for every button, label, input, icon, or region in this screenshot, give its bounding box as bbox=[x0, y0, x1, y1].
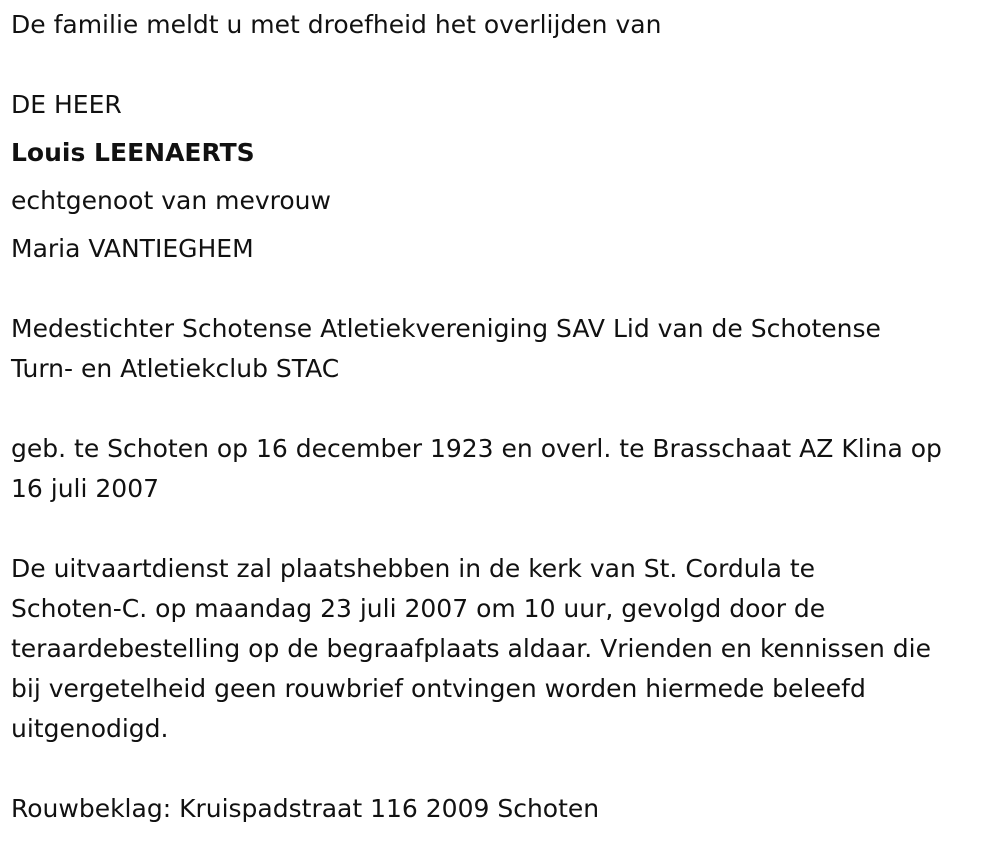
spouse-label: echtgenoot van mevrouw bbox=[11, 186, 331, 215]
membership-line: Medestichter Schotense Atletiekvereniging SAV Lid van de Schotense bbox=[11, 314, 881, 343]
funeral-line: teraardebestelling op de begraafplaats aldaar. Vrienden en kennissen die bbox=[11, 634, 931, 663]
condolence-address: Rouwbeklag: Kruispadstraat 116 2009 Schoten bbox=[11, 794, 600, 823]
funeral-line: uitgenodigd. bbox=[11, 714, 169, 743]
deceased-name: Louis LEENAERTS bbox=[11, 138, 255, 167]
spouse-name: Maria VANTIEGHEM bbox=[11, 234, 254, 263]
funeral-line: De uitvaartdienst zal plaatshebben in de kerk van St. Cordula te bbox=[11, 554, 816, 583]
funeral-line: bij vergetelheid geen rouwbrief ontvingen worden hiermede beleefd bbox=[11, 674, 866, 703]
birth-death-line: 16 juli 2007 bbox=[11, 474, 160, 503]
birth-death-line: geb. te Schoten op 16 december 1923 en overl. te Brasschaat AZ Klina op bbox=[11, 434, 942, 463]
title-text: DE HEER bbox=[11, 90, 122, 119]
membership-line: Turn- en Atletiekclub STAC bbox=[11, 354, 340, 383]
funeral-line: Schoten-C. op maandag 23 juli 2007 om 10 uur, gevolgd door de bbox=[11, 594, 826, 623]
intro-text: De familie meldt u met droefheid het overlijden van bbox=[11, 10, 662, 39]
